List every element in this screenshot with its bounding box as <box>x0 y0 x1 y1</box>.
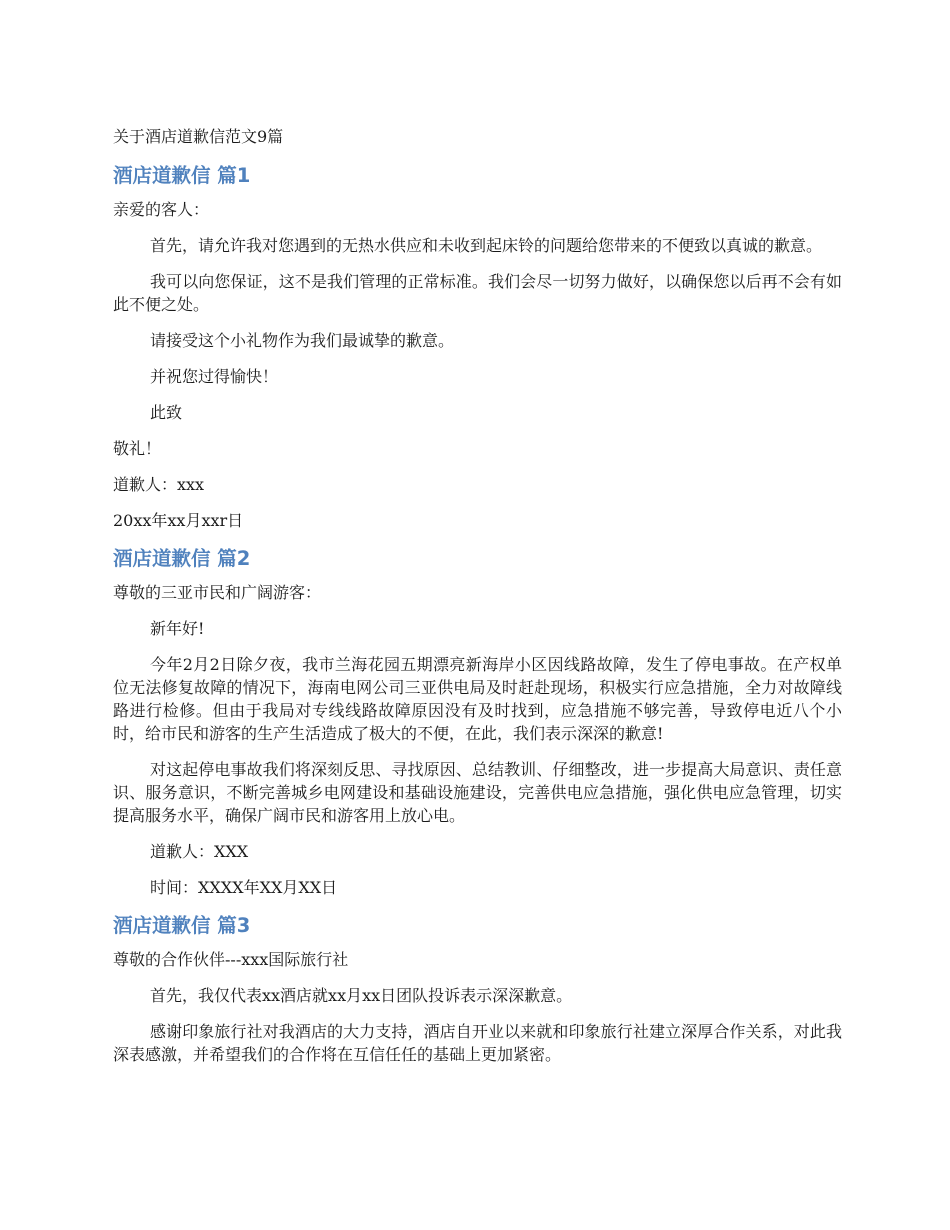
paragraph: 新年好! <box>150 619 205 638</box>
section-heading: 酒店道歉信 篇2 <box>113 547 251 570</box>
paragraph: 请接受这个小礼物作为我们最诚挚的歉意。 <box>150 331 455 350</box>
salutation: 亲爱的客人： <box>113 200 210 219</box>
section-heading: 酒店道歉信 篇3 <box>113 914 251 937</box>
section-1 <box>113 162 842 532</box>
paragraph: 我可以向您保证，这不是我们管理的正常标准。我们会尽一切努力做好，以确保您以后再不会有如此不便之处。 <box>113 272 842 314</box>
paragraph: 今年2月2日除夕夜，我市兰海花园五期漂亮新海岸小区因线路故障，发生了停电事故。在产权单位无法修复故障的情况下，海南电网公司三亚供电局及时赶赴现场，积极实行应急措施，全力对故障线路进行检修。但由于我局对专线线路故障原因没有及时找到，应急措施不够完善，导致停电近八个小时，给市民和游客的生产生活造成了极大的不便，在此，我们表示深深的歉意! <box>113 655 842 743</box>
date: 20xx年xx月xxr日 <box>113 511 244 530</box>
signer: 道歉人：XXX <box>150 842 249 861</box>
paragraph: 首先，我仅代表xx酒店就xx月xx日团队投诉表示深深歉意。 <box>150 986 573 1005</box>
salutation: 尊敬的三亚市民和广阔游客： <box>113 583 322 602</box>
section-3 <box>113 912 842 1066</box>
paragraph: 首先，请允许我对您遇到的无热水供应和未收到起床铃的问题给您带来的不便致以真诚的歉意。 <box>150 236 823 255</box>
paragraph: 并祝您过得愉快！ <box>150 367 279 386</box>
document-title: 关于酒店道歉信范文9篇 <box>113 127 284 146</box>
section-heading: 酒店道歉信 篇1 <box>113 164 251 187</box>
closing: 此致 <box>150 403 183 422</box>
salutation: 尊敬的合作伙伴---xxx国际旅行社 <box>113 950 349 969</box>
paragraph: 对这起停电事故我们将深刻反思、寻找原因、总结教训、仔细整改，进一步提高大局意识、责任意识、服务意识，不断完善城乡电网建设和基础设施建设，完善供电应急措施，强化供电应急管理，切实提高服务水平，确保广阔市民和游客用上放心电。 <box>113 760 842 825</box>
closing-salute: 敬礼！ <box>113 439 162 458</box>
date: 时间：XXXX年XX月XX日 <box>150 878 338 897</box>
section-2 <box>113 545 842 899</box>
paragraph: 感谢印象旅行社对我酒店的大力支持，酒店自开业以来就和印象旅行社建立深厚合作关系，对此我深表感激，并希望我们的合作将在互信任任的基础上更加紧密。 <box>113 1022 842 1064</box>
signer: 道歉人：xxx <box>113 475 205 494</box>
